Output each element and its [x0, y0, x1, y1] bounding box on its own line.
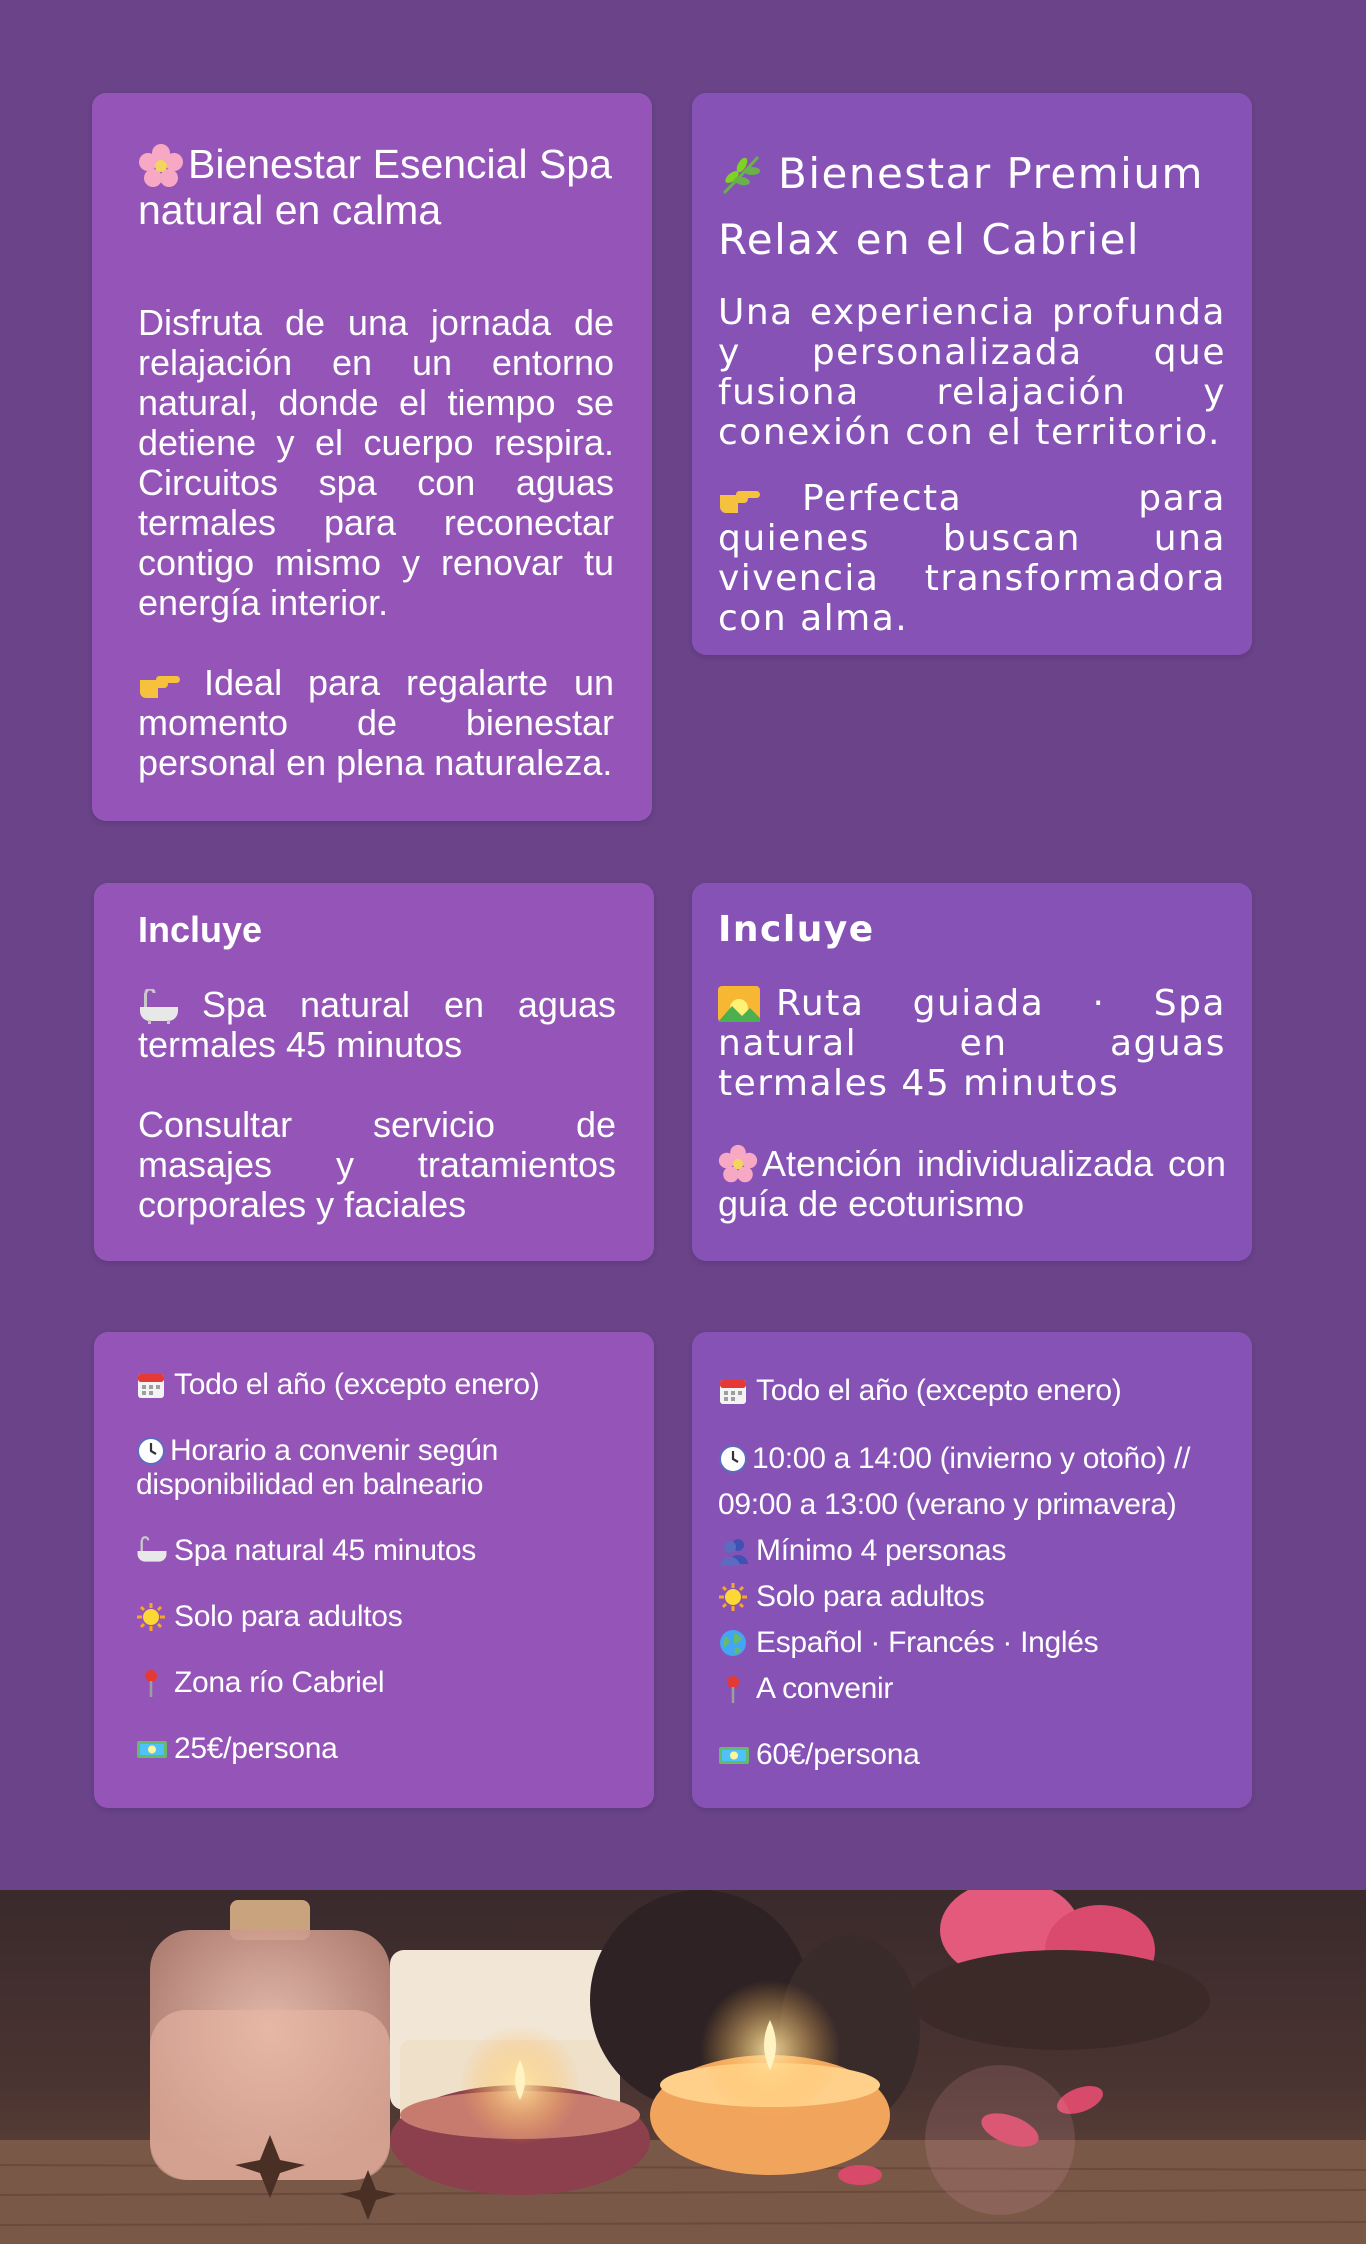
detail-text: Todo el año (excepto enero): [756, 1374, 1122, 1407]
detail-item: [136, 1434, 624, 1502]
esencial-description: Disfruta de una jornada de relajación en un entorno natural, donde el tiempo se detiene y el cuerpo respira. Circuitos spa con aguas termales para reconectar contigo mismo y renovar tu energía interior.: [138, 302, 614, 623]
esencial-include-spa: Spa natural en aguas termales 45 minutos: [138, 984, 616, 1066]
detail-item: [136, 1368, 624, 1402]
pointing-hand-icon: [718, 485, 762, 515]
premium-include-guide: Atención individualizada con guía de ecoturismo: [718, 1143, 1226, 1224]
detail-item: [718, 1574, 1226, 1620]
premium-include-route: Ruta guiada · Spa natural en aguas termales 45 minutos: [718, 983, 1226, 1104]
sun-icon: [718, 1582, 748, 1612]
detail-item: [718, 1368, 1226, 1414]
calendar-icon: [136, 1370, 166, 1400]
detail-text: Solo para adultos: [174, 1600, 403, 1633]
premium-includes-card: [692, 883, 1252, 1261]
detail-text: A convenir: [756, 1672, 894, 1705]
clock-icon: [136, 1436, 166, 1466]
detail-text: Spa natural 45 minutos: [174, 1534, 476, 1567]
premium-ideal: Perfecta para quienes buscan una vivencia transformadora con alma.: [718, 478, 1226, 639]
esencial-intro-card: [92, 93, 652, 821]
detail-text: Español · Francés · Inglés: [756, 1626, 1099, 1659]
bathtub-icon: [136, 1536, 168, 1566]
premium-includes-heading: Incluye: [718, 909, 875, 950]
detail-item: [136, 1732, 624, 1766]
detail-text: 10:00 a 14:00 (invierno y otoño) // 09:00 a 13:00 (verano y primavera): [718, 1442, 1191, 1521]
spa-candles-photo: [0, 1890, 1366, 2244]
detail-item: [718, 1732, 1226, 1778]
detail-text: Solo para adultos: [756, 1580, 985, 1613]
detail-item: [136, 1666, 624, 1700]
esencial-includes-card: [94, 883, 654, 1261]
calendar-icon: [718, 1376, 748, 1406]
detail-item: [718, 1620, 1226, 1666]
detail-item: [718, 1436, 1226, 1528]
sunrise-icon: [718, 986, 760, 1022]
clock-icon: [718, 1444, 748, 1474]
detail-item: [718, 1528, 1226, 1574]
premium-intro-card: [692, 93, 1252, 655]
pointing-hand-icon: [138, 670, 182, 700]
detail-item: [718, 1666, 1226, 1712]
detail-text: 60€/persona: [756, 1738, 920, 1771]
bathtub-icon: [138, 989, 180, 1025]
esencial-includes-heading: Incluye: [138, 909, 263, 950]
people-icon: [718, 1536, 750, 1566]
detail-item: [136, 1600, 624, 1634]
detail-item: [136, 1534, 624, 1568]
pin-icon: [718, 1674, 748, 1704]
detail-text: Zona río Cabriel: [174, 1666, 385, 1699]
premium-title: Bienestar Premium Relax en el Cabriel: [718, 149, 1204, 264]
esencial-ideal: Ideal para regalarte un momento de bienestar personal en plena naturaleza.: [138, 662, 614, 783]
premium-details-card: [692, 1332, 1252, 1808]
esencial-include-massages: Consultar servicio de masajes y tratamientos corporales y faciales: [138, 1104, 616, 1226]
esencial-details-list: [136, 1368, 624, 1766]
sun-icon: [136, 1602, 166, 1632]
detail-text: Horario a convenir según disponibilidad en balneario: [136, 1434, 498, 1501]
premium-details-list: [718, 1368, 1226, 1778]
premium-description: Una experiencia profunda y personalizada que fusiona relajación y conexión con el territorio.: [718, 292, 1226, 453]
cherry-blossom-icon: [138, 143, 184, 189]
detail-text: Todo el año (excepto enero): [174, 1368, 540, 1401]
herb-icon: [718, 151, 764, 197]
cherry-blossom-icon: [718, 1144, 758, 1184]
detail-text: 25€/persona: [174, 1732, 338, 1765]
detail-text: Mínimo 4 personas: [756, 1534, 1007, 1567]
banknote-icon: [136, 1734, 168, 1764]
pin-icon: [136, 1668, 166, 1698]
esencial-title: Bienestar Esencial Spa natural en calma: [138, 141, 612, 233]
esencial-details-card: [94, 1332, 654, 1808]
globe-icon: [718, 1628, 748, 1658]
banknote-icon: [718, 1740, 750, 1770]
